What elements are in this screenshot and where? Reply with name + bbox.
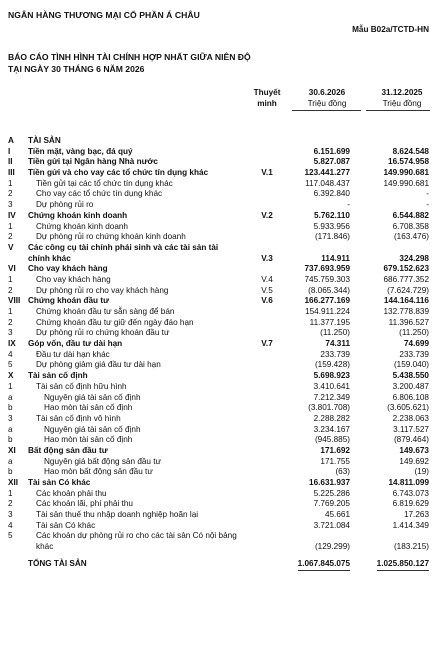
current-period-value: (11.250) — [320, 328, 350, 338]
table-row — [0, 403, 441, 414]
prior-period-value: (159.040) — [393, 360, 429, 370]
current-period-unit: Triệu đồng — [307, 99, 347, 108]
row-number: b — [8, 403, 13, 413]
row-note: V.6 — [261, 296, 273, 306]
prior-period-value: 149.990.681 — [383, 168, 429, 178]
row-note: V.2 — [261, 210, 273, 220]
current-period-value: 3.410.641 — [313, 381, 350, 391]
prior-period-value: 6.544.882 — [392, 210, 429, 220]
row-number: 4 — [8, 520, 13, 530]
table-row — [0, 264, 441, 275]
prior-period-value: 3.200.487 — [392, 381, 429, 391]
table-row — [0, 222, 441, 233]
row-label: Đầu tư dài hạn khác — [36, 349, 110, 359]
row-label: TÀI SẢN — [28, 136, 61, 145]
row-number: 1 — [8, 221, 13, 231]
table-row — [0, 318, 441, 329]
row-label: Tiền gửi và cho vay các tổ chức tín dụng khác — [28, 168, 209, 178]
row-number: X — [8, 371, 14, 381]
current-period-value: 5.225.286 — [313, 488, 350, 498]
table-row — [0, 414, 441, 425]
current-period-value: 123.441.277 — [304, 168, 350, 178]
row-number: 1 — [8, 307, 13, 317]
current-period-value: 16.631.937 — [309, 478, 350, 488]
row-label: Tài sản thuế thu nhập doanh nghiệp hoãn lại — [36, 510, 199, 520]
row-note: V.3 — [261, 253, 273, 263]
prior-period-column-header — [364, 87, 440, 109]
current-period-value: 114.911 — [321, 253, 350, 263]
current-period-value: 171.755 — [320, 456, 350, 466]
table-row — [0, 189, 441, 200]
report-date: TẠI NGÀY 30 THÁNG 6 NĂM 2026 — [8, 64, 145, 74]
prior-period-value: 11.396.527 — [388, 317, 429, 327]
row-label: Hao mòn tài sản cố định — [44, 435, 133, 445]
row-number: II — [8, 157, 13, 167]
row-number: 1 — [8, 178, 13, 188]
row-label: Chứng khoán đầu tư — [28, 296, 109, 306]
current-period-value: 5.827.087 — [313, 157, 350, 167]
row-label: Các khoản phải thu — [36, 488, 107, 498]
row-number: XI — [8, 445, 16, 455]
table-row — [0, 382, 441, 393]
row-number: 1 — [8, 381, 13, 391]
prior-period-value: 74.699 — [403, 339, 429, 349]
prior-period-date: 31.12.2025 — [381, 88, 423, 97]
table-row — [0, 360, 441, 371]
table-row — [0, 275, 441, 286]
table-row — [0, 200, 441, 211]
prior-period-value: 144.164.116 — [383, 296, 429, 306]
row-label: Tiền gửi tại Ngân hàng Nhà nước — [28, 157, 158, 167]
row-label: Tài sản cố định hữu hình — [36, 381, 127, 391]
row-label: Tài sản Có khác — [36, 520, 96, 530]
current-period-value: 6.392.840 — [313, 189, 350, 199]
table-row — [0, 499, 441, 510]
table-row — [0, 286, 441, 297]
prior-period-value: 6.708.358 — [392, 221, 429, 231]
row-number: 3 — [8, 510, 13, 520]
row-label: Chứng khoán kinh doanh — [28, 210, 128, 220]
row-number: 2 — [8, 285, 13, 295]
row-note: V.1 — [261, 168, 273, 178]
prior-period-value: 149.673 — [399, 445, 429, 455]
row-number: I — [8, 146, 11, 156]
balance-sheet-table — [0, 136, 441, 570]
row-number: 1 — [8, 274, 13, 284]
current-period-value: 737.693.959 — [304, 264, 350, 274]
row-label: Các khoản dự phòng rủi ro cho các tài sản Có nội bảng khác — [36, 531, 237, 552]
current-period-value: 154.911.224 — [305, 307, 350, 317]
prior-period-value: - — [426, 200, 429, 210]
table-row — [0, 446, 441, 457]
row-number: V — [8, 242, 14, 252]
row-label: Chứng khoán đầu tư sẵn sàng để bán — [36, 307, 175, 317]
current-period-value: 5.933.956 — [313, 221, 350, 231]
current-period-column-header — [292, 87, 362, 109]
current-period-value: 7.769.205 — [313, 499, 350, 509]
row-number: 1 — [8, 488, 13, 498]
row-label: Hao mòn bất động sản đầu tư — [44, 467, 153, 477]
prior-period-value: 686.777.352 — [383, 274, 429, 284]
table-row — [0, 157, 441, 168]
row-number: b — [8, 467, 13, 477]
prior-period-value: 1.414.349 — [392, 520, 429, 530]
prior-period-value: 5.438.550 — [392, 371, 429, 381]
current-period-value: 11.377.195 — [309, 317, 350, 327]
table-row — [0, 510, 441, 521]
table-row — [0, 435, 441, 446]
current-period-value: 1.067.845.075 — [298, 559, 350, 571]
row-number: 3 — [8, 328, 13, 338]
table-row — [0, 425, 441, 436]
table-row — [0, 136, 441, 147]
prior-period-value: (183.215) — [393, 542, 429, 552]
row-number: 5 — [8, 531, 13, 541]
prior-period-value: 233.739 — [399, 349, 429, 359]
current-period-value: 2.288.282 — [313, 413, 350, 423]
row-note: V.5 — [261, 285, 273, 295]
row-number: 2 — [8, 317, 13, 327]
prior-period-value: (7.624.729) — [387, 285, 429, 295]
row-label: Góp vốn, đầu tư dài hạn — [28, 339, 123, 349]
table-row — [0, 467, 441, 478]
row-number: 4 — [8, 349, 13, 359]
prior-period-value: 149.990.681 — [383, 178, 429, 188]
row-label: Hao mòn tài sản cố định — [44, 403, 133, 413]
prior-period-unit: Triệu đồng — [382, 99, 422, 108]
report-title: BÁO CÁO TÌNH HÌNH TÀI CHÍNH HỢP NHẤT GIỮA NIÊN ĐỘ — [8, 52, 251, 62]
prior-period-value: 1.025.850.127 — [377, 559, 429, 571]
row-number: VIII — [8, 296, 21, 306]
prior-period-value: - — [426, 189, 429, 199]
row-number: VI — [8, 264, 16, 274]
row-label: Dự phòng rủi ro — [36, 200, 94, 210]
row-number: 5 — [8, 360, 13, 370]
prior-period-value: 132.778.839 — [383, 307, 429, 317]
current-period-value: 745.759.303 — [304, 274, 350, 284]
current-period-date: 30.6.2026 — [308, 88, 346, 97]
row-number: 3 — [8, 200, 13, 210]
row-number: a — [8, 392, 13, 402]
prior-period-value: 6.743.073 — [392, 488, 429, 498]
table-row — [0, 147, 441, 158]
row-number: III — [8, 168, 15, 178]
note-header-line1: Thuyết — [253, 88, 281, 97]
prior-period-value: 6.819.629 — [392, 499, 429, 509]
row-label: Các công cụ tài chính phái sinh và các tài sản tài chính khác — [28, 242, 219, 263]
row-label: Cho vay các tổ chức tín dụng khác — [36, 189, 163, 199]
prior-period-value: 324.298 — [399, 253, 429, 263]
table-row — [0, 211, 441, 222]
prior-period-value: 16.574.958 — [388, 157, 429, 167]
current-period-value: 6.151.699 — [313, 146, 350, 156]
prior-period-value: (3.605.621) — [387, 403, 429, 413]
row-label: Các khoản lãi, phí phải thu — [36, 499, 133, 509]
row-number: IV — [8, 210, 16, 220]
table-row — [0, 393, 441, 404]
row-number: XII — [8, 478, 19, 488]
row-label: Dự phòng rủi ro chứng khoán đầu tư — [36, 328, 170, 338]
current-period-value: (159.428) — [314, 360, 350, 370]
table-row — [0, 478, 441, 489]
prior-period-value: 8.624.548 — [392, 146, 429, 156]
row-label: Tiền mặt, vàng bạc, đá quý — [28, 146, 133, 156]
prior-period-value: 3.117.527 — [393, 424, 429, 434]
row-label: Nguyên giá tài sản cố định — [44, 424, 141, 434]
row-label: Cho vay khách hàng — [28, 264, 108, 274]
header-divider-prior — [366, 110, 430, 111]
row-label: Nguyên giá tài sản cố định — [44, 392, 141, 402]
row-number: 2 — [8, 232, 13, 242]
prior-period-value: 149.692 — [399, 456, 429, 466]
table-row — [0, 179, 441, 190]
table-row — [0, 339, 441, 350]
row-number: a — [8, 424, 13, 434]
row-label: Chứng khoán kinh doanh — [36, 221, 128, 231]
table-row — [0, 168, 441, 179]
current-period-value: 3.234.167 — [313, 424, 350, 434]
row-number: a — [8, 456, 13, 466]
row-label: Tài sản cố định — [28, 371, 88, 381]
row-number: 2 — [8, 189, 13, 199]
prior-period-value: 6.806.108 — [392, 392, 429, 402]
current-period-value: (63) — [335, 467, 350, 477]
row-label: Chứng khoán đầu tư giữ đến ngày đáo hạn — [36, 317, 194, 327]
row-label: Dự phòng rủi ro chứng khoán kinh doanh — [36, 232, 186, 242]
prior-period-value: (163.476) — [393, 232, 429, 242]
prior-period-value: (879.464) — [393, 435, 429, 445]
table-row — [0, 307, 441, 318]
table-row — [0, 328, 441, 339]
current-period-value: (3.801.708) — [308, 403, 350, 413]
table-row — [0, 521, 441, 532]
row-note: V.7 — [261, 339, 273, 349]
current-period-value: 3.721.084 — [313, 520, 350, 530]
row-note: V.4 — [261, 274, 273, 284]
current-period-value: (171.846) — [314, 232, 350, 242]
current-period-value: 74.311 — [325, 339, 350, 349]
row-number: 3 — [8, 413, 13, 423]
current-period-value: (8.065.344) — [308, 285, 350, 295]
table-row — [0, 232, 441, 243]
current-period-value: 117.048.437 — [305, 178, 350, 188]
table-row — [0, 489, 441, 500]
current-period-value: (129.299) — [314, 542, 350, 552]
prior-period-value: (11.250) — [399, 328, 429, 338]
table-row — [0, 350, 441, 361]
row-number: 2 — [8, 499, 13, 509]
current-period-value: (945.885) — [314, 435, 350, 445]
current-period-value: - — [347, 200, 350, 210]
prior-period-value: 17.263 — [403, 510, 429, 520]
prior-period-value: 2.238.063 — [392, 413, 429, 423]
note-header-line2: minh — [257, 99, 277, 108]
current-period-value: 233.739 — [320, 349, 350, 359]
row-label: Dự phòng giảm giá đầu tư dài hạn — [36, 360, 161, 370]
table-row — [0, 296, 441, 307]
bank-name: NGÂN HÀNG THƯƠNG MẠI CỔ PHẦN Á CHÂU — [8, 10, 200, 20]
row-label: Tài sản Có khác — [28, 478, 91, 488]
table-row — [0, 457, 441, 468]
current-period-value: 45.661 — [324, 510, 350, 520]
row-number: IX — [8, 339, 16, 349]
row-number: b — [8, 435, 13, 445]
row-number: A — [8, 136, 14, 145]
prior-period-value: (19) — [414, 467, 429, 477]
row-label: TỔNG TÀI SẢN — [28, 558, 87, 568]
current-period-value: 166.277.169 — [304, 296, 350, 306]
header-divider-current — [292, 110, 361, 111]
total-assets-row — [0, 559, 441, 570]
row-label: Dự phòng rủi ro cho vay khách hàng — [36, 285, 169, 295]
current-period-value: 5.698.923 — [313, 371, 350, 381]
table-row — [0, 243, 441, 264]
note-column-header — [248, 87, 286, 109]
table-row — [0, 371, 441, 382]
row-label: Tài sản cố định vô hình — [36, 413, 121, 423]
row-label: Bất động sản đầu tư — [28, 445, 108, 455]
prior-period-value: 679.152.623 — [383, 264, 429, 274]
current-period-value: 171.692 — [320, 445, 350, 455]
form-code: Mẫu B02a/TCTD-HN — [352, 25, 429, 34]
row-label: Cho vay khách hàng — [36, 274, 111, 284]
current-period-value: 7.212.349 — [313, 392, 350, 402]
row-label: Nguyên giá bất động sản đầu tư — [44, 456, 162, 466]
prior-period-value: 14.811.099 — [388, 478, 429, 488]
current-period-value: 5.762.110 — [314, 210, 350, 220]
row-label: Tiền gửi tại các tổ chức tín dụng khác — [36, 178, 173, 188]
table-row — [0, 531, 441, 552]
